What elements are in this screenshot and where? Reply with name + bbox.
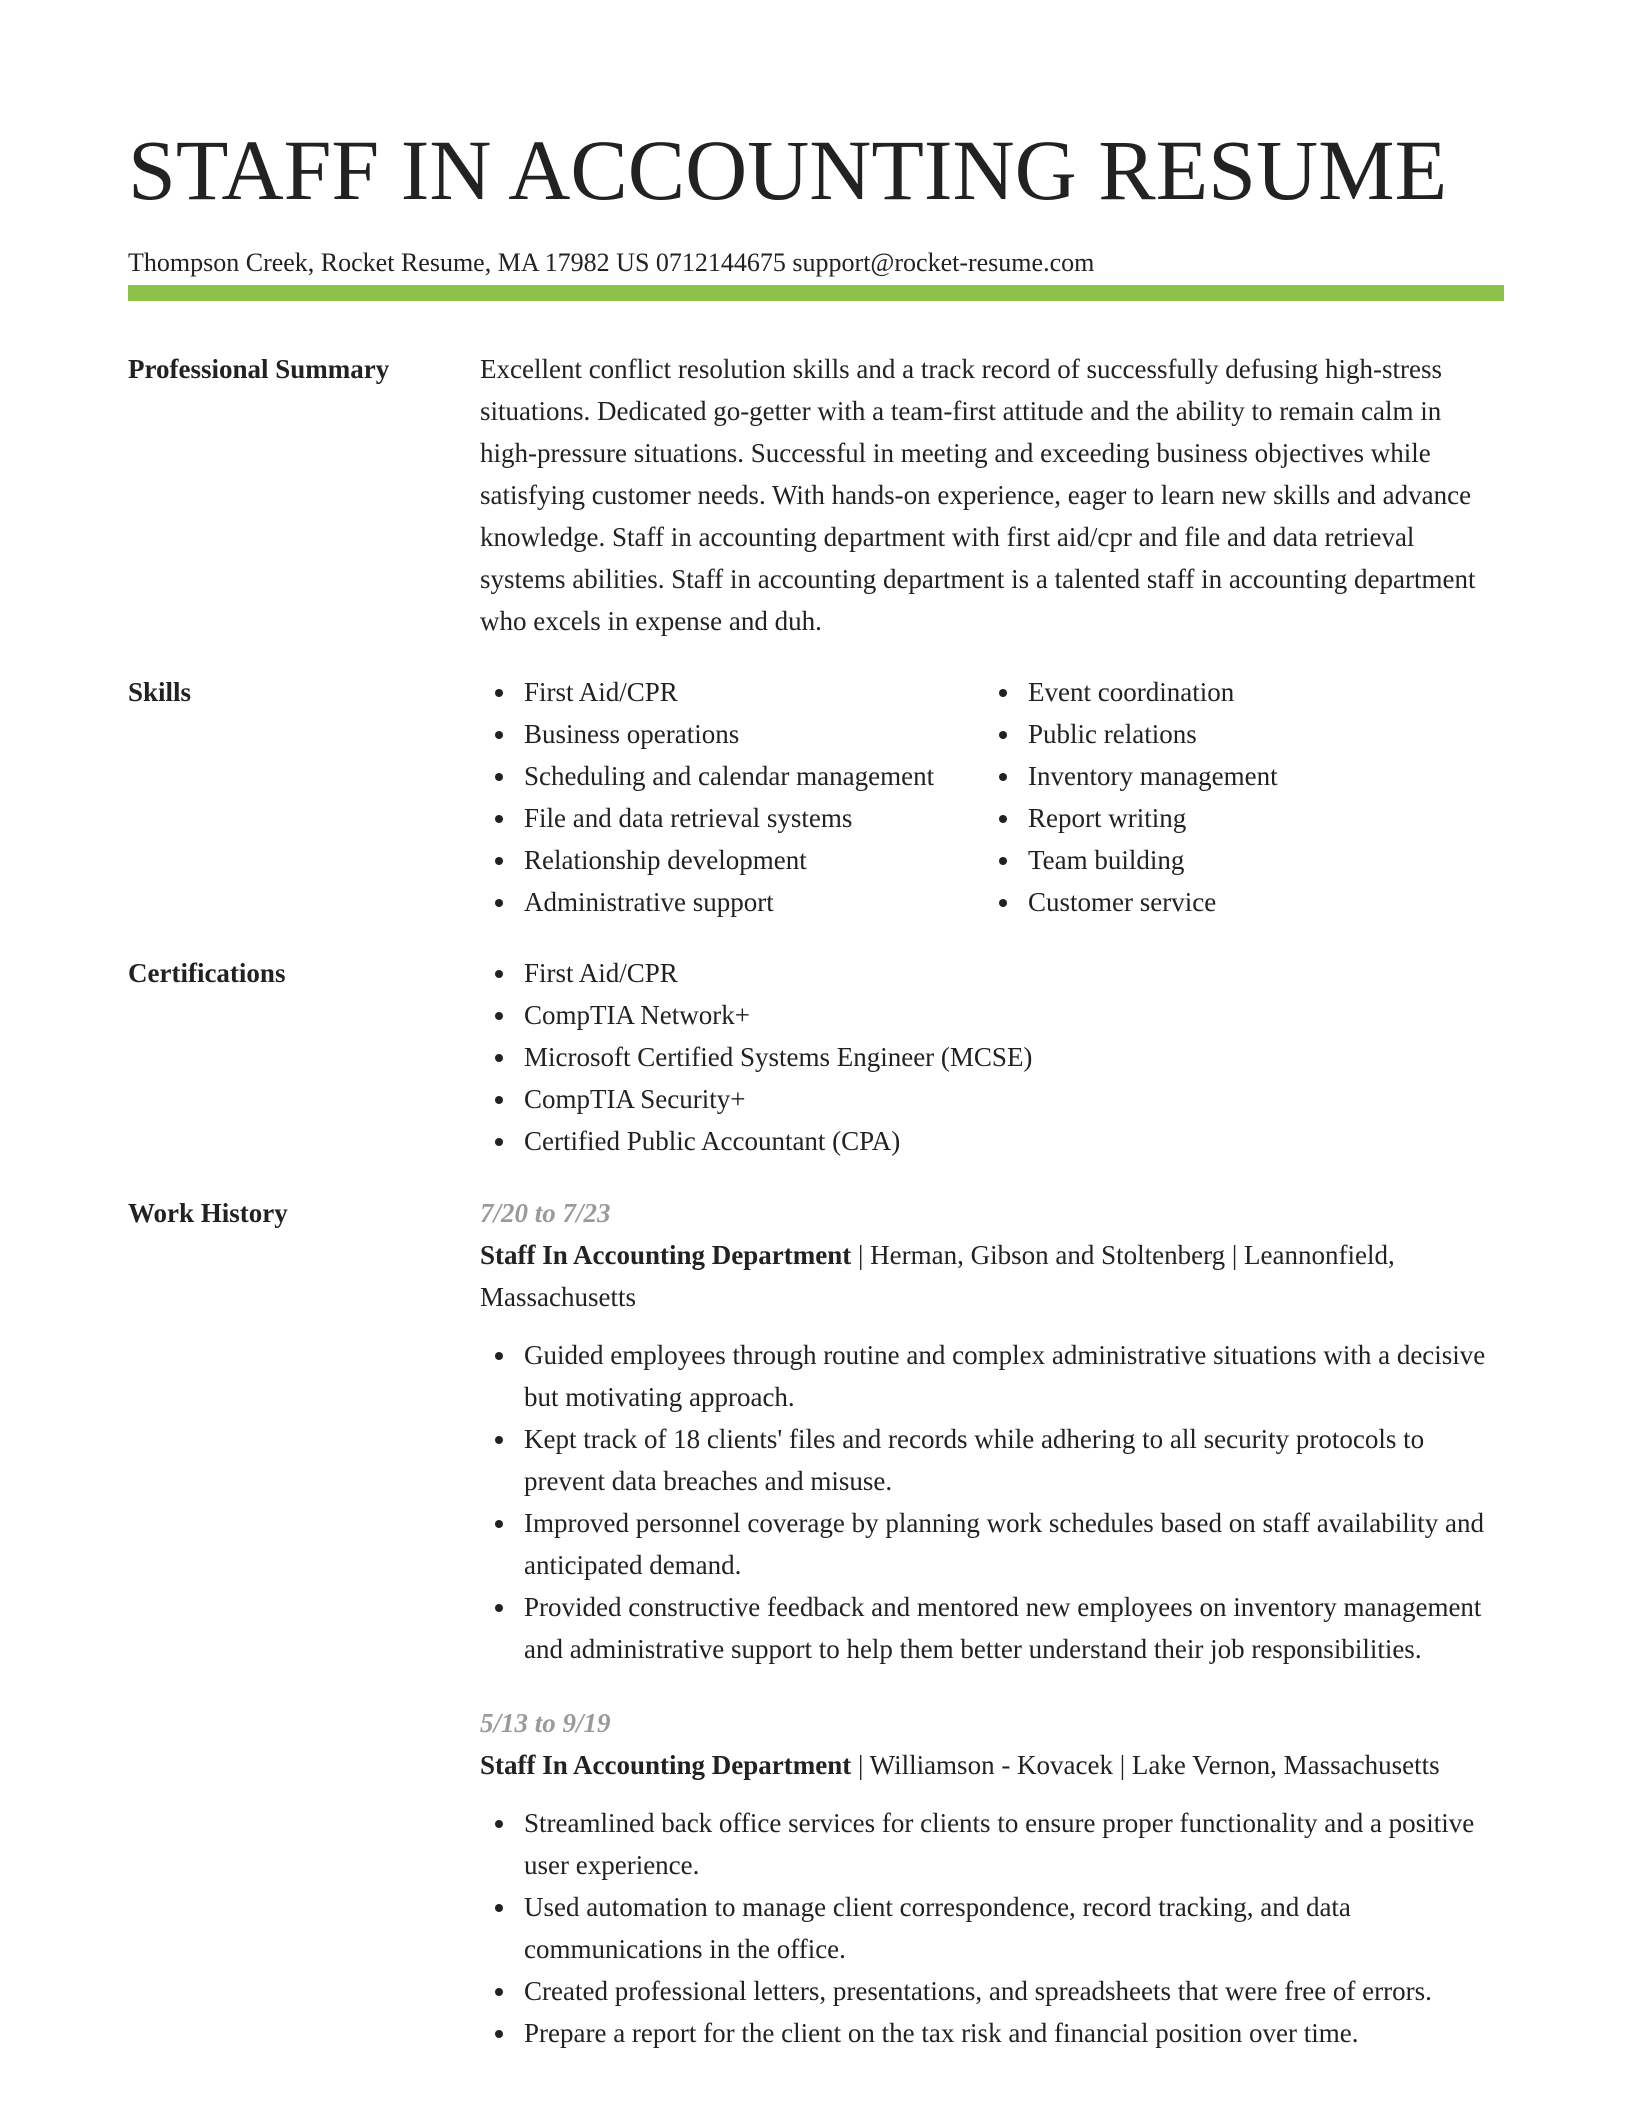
job-heading [480,1234,1504,1318]
contact-phone: 0712144675 [655,248,786,277]
skill-item: Customer service [984,881,1504,923]
certification-item: CompTIA Network+ [480,994,1504,1036]
job-bullet: Kept track of 18 clients' files and records while adhering to all security protocols to prevent data breaches and misuse. [480,1418,1504,1502]
skill-item: Event coordination [984,671,1504,713]
job-title: Staff In Accounting Department [480,1240,852,1270]
skill-item: Relationship development [480,839,984,881]
job-dates: 5/13 to 9/19 [480,1708,611,1738]
skills-list-left [480,671,984,923]
work-history-body [480,1192,1504,2054]
job-heading [480,1744,1504,1786]
skill-item: Team building [984,839,1504,881]
summary-body [480,348,1504,642]
certification-item: CompTIA Security+ [480,1078,1504,1120]
certification-item: Certified Public Accountant (CPA) [480,1120,1504,1162]
contact-line [128,246,1504,280]
certifications-body [480,952,1504,1162]
job-bullet: Guided employees through routine and complex administrative situations with a decisive but motivating approach. [480,1334,1504,1418]
certification-item: Microsoft Certified Systems Engineer (MCSE) [480,1036,1504,1078]
skill-item: Scheduling and calendar management [480,755,984,797]
job-entry [480,1702,1504,2054]
job-entry [480,1192,1504,1670]
job-bullets [480,1334,1504,1670]
job-bullet: Created professional letters, presentations, and spreadsheets that were free of errors. [480,1970,1504,2012]
summary-text: Excellent conflict resolution skills and a track record of successfully defusing high-stress situations. Dedicated go-getter with a team-first attitude and the ability to remain calm in high-pressure situations. Successful in meeting and exceeding business objectives while satisfying customer needs. With hands-on experience, eager to learn new skills and advance knowledge. Staff in accounting department with first aid/cpr and file and data retrieval systems abilities. Staff in accounting department is a talented staff in accounting department who excels in expense and duh. [480,354,1476,636]
job-dates: 7/20 to 7/23 [480,1198,611,1228]
job-bullet: Prepare a report for the client on the tax risk and financial position over time. [480,2012,1504,2054]
job-bullet: Streamlined back office services for clients to ensure proper functionality and a positive user experience. [480,1802,1504,1886]
job-bullet: Used automation to manage client correspondence, record tracking, and data communications in the office. [480,1886,1504,1970]
skill-item: Inventory management [984,755,1504,797]
section-label-skills: Skills [128,677,192,707]
resume-title: STAFF IN ACCOUNTING RESUME [128,122,1448,218]
contact-email: support@rocket-resume.com [792,248,1095,277]
skill-item: Administrative support [480,881,984,923]
job-employer-location: | Herman, Gibson and Stoltenberg | Leannonfield, Massachusetts [480,1240,1395,1312]
resume-header [128,118,1504,280]
job-bullets [480,1802,1504,2054]
section-label-work-history: Work History [128,1198,288,1228]
job-bullet: Provided constructive feedback and mentored new employees on inventory management and administrative support to help them better understand their job responsibilities. [480,1586,1504,1670]
skill-item: Business operations [480,713,984,755]
certification-item: First Aid/CPR [480,952,1504,994]
skill-item: Public relations [984,713,1504,755]
skills-body [480,671,1504,923]
skill-item: Report writing [984,797,1504,839]
job-bullet: Improved personnel coverage by planning work schedules based on staff availability and anticipated demand. [480,1502,1504,1586]
skill-item: File and data retrieval systems [480,797,984,839]
section-label-certifications: Certifications [128,958,286,988]
job-title: Staff In Accounting Department [480,1750,852,1780]
contact-address: Thompson Creek, Rocket Resume, MA 17982 US [128,248,650,277]
section-label-summary: Professional Summary [128,354,390,384]
skill-item: First Aid/CPR [480,671,984,713]
skills-list-right [984,671,1504,923]
accent-divider [128,285,1504,301]
job-employer-location: | Williamson - Kovacek | Lake Vernon, Massachusetts [851,1750,1440,1780]
certifications-list [480,952,1504,1162]
